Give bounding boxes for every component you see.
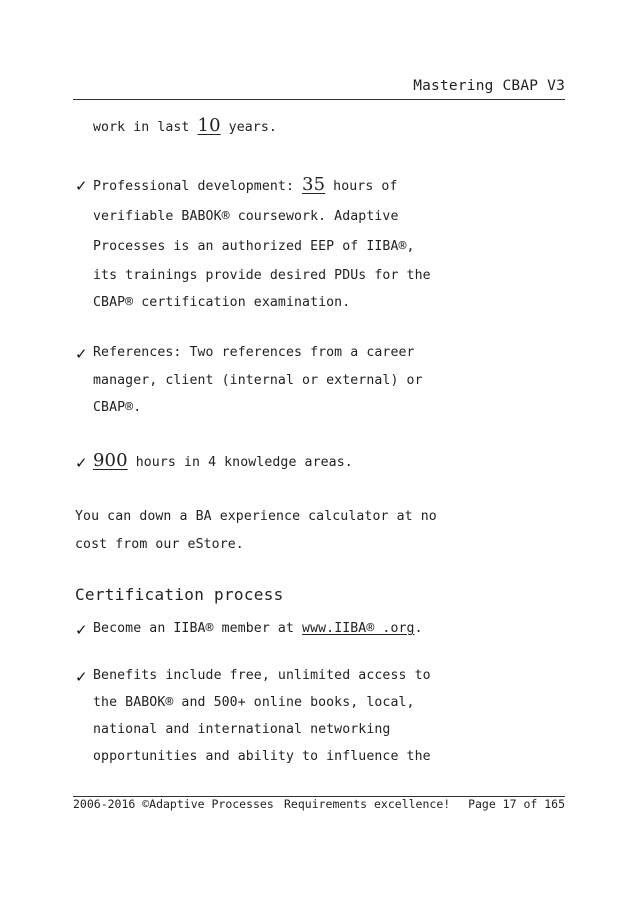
text-segment: Become an IIBA® member at [93,621,303,636]
years-value: 10 [197,115,221,136]
paragraph-line: Processes is an authorized EEP of IIBA®, [93,239,415,254]
paragraph-line: opportunities and ability to influence the [93,749,431,764]
bullet-item-references: References: Two references from a career [93,345,415,360]
checkmark-icon: ✓ [75,621,88,639]
paragraph-line [93,115,277,136]
paragraph-line: verifiable BABOK® coursework. Adaptive [93,209,399,224]
iiba-website-link[interactable]: www.IIBA® .org [302,621,415,636]
knowledge-hours-value: 900 [93,450,128,471]
paragraph-line: CBAP® certification examination. [93,295,351,310]
checkmark-icon: ✓ [75,177,88,195]
text-segment: Professional development: [93,179,303,194]
text-segment: years. [220,120,277,135]
bullet-item-benefits: Benefits include free, unlimited access to [93,668,431,683]
checkmark-icon: ✓ [75,454,88,472]
section-heading: Certification process [75,585,284,604]
hours-value: 35 [302,174,326,195]
checkmark-icon: ✓ [75,345,88,363]
bullet-item-professional-development [93,174,398,195]
paragraph-line: manager, client (internal or external) or [93,373,423,388]
paragraph-line: cost from our eStore. [75,537,244,552]
text-segment: . [414,621,423,636]
paragraph-line: You can down a BA experience calculator at no [75,509,437,524]
checkmark-icon: ✓ [75,668,88,686]
paragraph-line: national and international networking [93,722,391,737]
text-segment: hours in 4 knowledge areas. [127,455,353,470]
page-number: Page 17 of 165 [468,797,565,811]
header-divider [73,99,565,100]
paragraph-line: CBAP®. [93,400,142,415]
text-segment: work in last [93,120,198,135]
bullet-item-knowledge-hours [93,450,353,471]
footer-tagline: Requirements excellence! [284,797,451,811]
paragraph-line: its trainings provide desired PDUs for the [93,268,431,283]
text-segment: hours of [325,179,398,194]
footer-copyright: 2006-2016 ©Adaptive Processes [73,797,274,811]
bullet-item-membership [93,621,423,636]
paragraph-line: the BABOK® and 500+ online books, local, [93,695,415,710]
header-title: Mastering CBAP V3 [413,78,565,94]
